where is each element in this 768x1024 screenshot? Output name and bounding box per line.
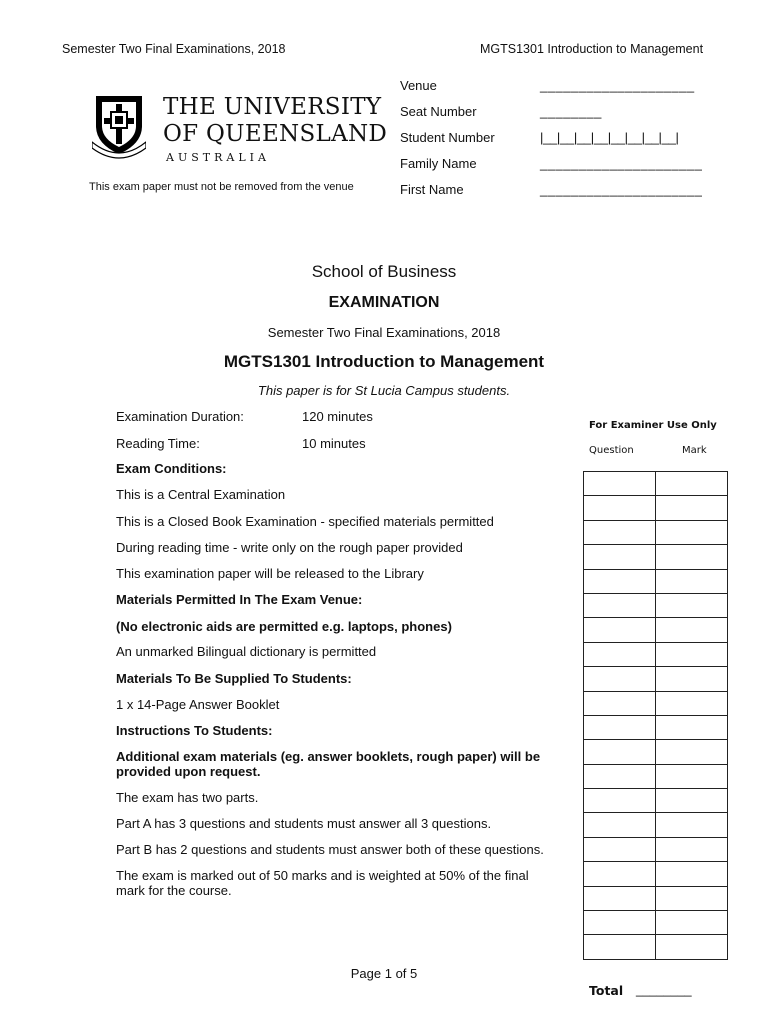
marks-row	[584, 642, 728, 666]
page-number: Page 1 of 5	[350, 966, 418, 981]
mark-cell[interactable]	[656, 545, 728, 569]
mark-cell[interactable]	[656, 764, 728, 788]
question-cell[interactable]	[584, 764, 656, 788]
seat-number-label: Seat Number	[400, 104, 477, 119]
question-cell[interactable]	[584, 496, 656, 520]
question-cell[interactable]	[584, 520, 656, 544]
question-cell[interactable]	[584, 691, 656, 715]
venue-label: Venue	[400, 78, 437, 93]
marks-row	[584, 862, 728, 886]
examiner-question-header: Question	[589, 445, 634, 456]
condition-item: This examination paper will be released to the Library	[116, 566, 424, 581]
question-cell[interactable]	[584, 789, 656, 813]
semester-subtitle: Semester Two Final Examinations, 2018	[267, 325, 501, 340]
mark-cell[interactable]	[656, 911, 728, 935]
instruction-item: The exam has two parts.	[116, 790, 259, 805]
question-cell[interactable]	[584, 472, 656, 496]
family-name-label: Family Name	[400, 156, 477, 171]
marks-row	[584, 740, 728, 764]
reading-time-value: 10 minutes	[302, 436, 366, 451]
first-name-label: First Name	[400, 182, 464, 197]
marks-row	[584, 496, 728, 520]
marks-row	[584, 593, 728, 617]
mark-cell[interactable]	[656, 886, 728, 910]
family-name-field[interactable]: _____________________	[540, 156, 703, 171]
duration-label: Examination Duration:	[116, 409, 244, 424]
condition-item: This is a Closed Book Examination - specified materials permitted	[116, 514, 494, 529]
question-cell[interactable]	[584, 618, 656, 642]
examiner-use-title: For Examiner Use Only	[589, 420, 717, 431]
school-title: School of Business	[311, 262, 457, 281]
marks-row	[584, 618, 728, 642]
materials-supplied-heading: Materials To Be Supplied To Students:	[116, 671, 352, 686]
question-cell[interactable]	[584, 911, 656, 935]
header-right: MGTS1301 Introduction to Management	[480, 42, 704, 56]
mark-cell[interactable]	[656, 715, 728, 739]
question-cell[interactable]	[584, 642, 656, 666]
mark-cell[interactable]	[656, 691, 728, 715]
instruction-item: The exam is marked out of 50 marks and is weighted at 50% of the final mark for the course.	[116, 868, 529, 898]
header-left: Semester Two Final Examinations, 2018	[62, 42, 286, 56]
condition-item: This is a Central Examination	[116, 487, 286, 502]
question-cell[interactable]	[584, 545, 656, 569]
first-name-field[interactable]: _____________________	[540, 182, 703, 197]
total-field[interactable]: ________	[636, 983, 692, 997]
mark-cell[interactable]	[656, 569, 728, 593]
mark-cell[interactable]	[656, 789, 728, 813]
mark-cell[interactable]	[656, 837, 728, 861]
mark-cell[interactable]	[656, 813, 728, 837]
question-cell[interactable]	[584, 593, 656, 617]
duration-value: 120 minutes	[302, 409, 373, 424]
examiner-mark-header: Mark	[682, 445, 707, 456]
exam-heading: EXAMINATION	[328, 294, 440, 311]
conditions-heading: Exam Conditions:	[116, 461, 227, 476]
question-cell[interactable]	[584, 667, 656, 691]
question-cell[interactable]	[584, 935, 656, 959]
marks-row	[584, 520, 728, 544]
reading-time-label: Reading Time:	[116, 436, 200, 451]
marks-row	[584, 789, 728, 813]
marks-row	[584, 764, 728, 788]
campus-note: This paper is for St Lucia Campus students.	[257, 383, 511, 398]
instruction-bold-item: Additional exam materials (eg. answer booklets, rough paper) will be provided upon request.	[116, 749, 541, 779]
question-cell[interactable]	[584, 813, 656, 837]
marks-row	[584, 667, 728, 691]
marks-row	[584, 813, 728, 837]
marks-row	[584, 715, 728, 739]
total-label: Total	[589, 983, 624, 998]
condition-item: During reading time - write only on the rough paper provided	[116, 540, 463, 555]
venue-field[interactable]: ____________________	[540, 78, 695, 93]
mark-cell[interactable]	[656, 472, 728, 496]
marks-row	[584, 935, 728, 959]
materials-permitted-heading: Materials Permitted In The Exam Venue:	[116, 592, 363, 607]
instruction-item: Part B has 2 questions and students must answer both of these questions.	[116, 842, 544, 857]
removal-notice: This exam paper must not be removed from the venue	[89, 181, 354, 193]
question-cell[interactable]	[584, 862, 656, 886]
marks-row	[584, 569, 728, 593]
marks-row	[584, 691, 728, 715]
mark-cell[interactable]	[656, 593, 728, 617]
instructions-heading: Instructions To Students:	[116, 723, 273, 738]
marks-row	[584, 886, 728, 910]
marks-row	[584, 545, 728, 569]
question-cell[interactable]	[584, 740, 656, 764]
mark-cell[interactable]	[656, 642, 728, 666]
marks-row	[584, 911, 728, 935]
marks-row	[584, 837, 728, 861]
materials-supplied-item: 1 x 14-Page Answer Booklet	[116, 697, 280, 712]
student-number-field[interactable]: |__|__|__|__|__|__|__|__|	[540, 130, 679, 145]
mark-cell[interactable]	[656, 496, 728, 520]
student-number-label: Student Number	[400, 130, 495, 145]
materials-permitted-item: An unmarked Bilingual dictionary is permitted	[116, 644, 377, 659]
question-cell[interactable]	[584, 886, 656, 910]
university-name-line1: THE UNIVERSITY	[163, 94, 382, 120]
marks-row	[584, 472, 728, 496]
university-crest-logo	[92, 92, 146, 158]
question-cell[interactable]	[584, 837, 656, 861]
mark-cell[interactable]	[656, 520, 728, 544]
question-cell[interactable]	[584, 715, 656, 739]
examiner-marks-table	[583, 471, 728, 960]
question-cell[interactable]	[584, 569, 656, 593]
course-title: MGTS1301 Introduction to Management	[223, 352, 545, 371]
mark-cell[interactable]	[656, 862, 728, 886]
mark-cell[interactable]	[656, 667, 728, 691]
mark-cell[interactable]	[656, 618, 728, 642]
mark-cell[interactable]	[656, 935, 728, 959]
seat-number-field[interactable]: ________	[540, 104, 602, 119]
university-name-line2: OF QUEENSLAND	[163, 121, 388, 147]
mark-cell[interactable]	[656, 740, 728, 764]
university-country: AUSTRALIA	[166, 151, 270, 164]
instruction-item: Part A has 3 questions and students must answer all 3 questions.	[116, 816, 492, 831]
electronic-aids-note: (No electronic aids are permitted e.g. laptops, phones)	[116, 619, 452, 634]
